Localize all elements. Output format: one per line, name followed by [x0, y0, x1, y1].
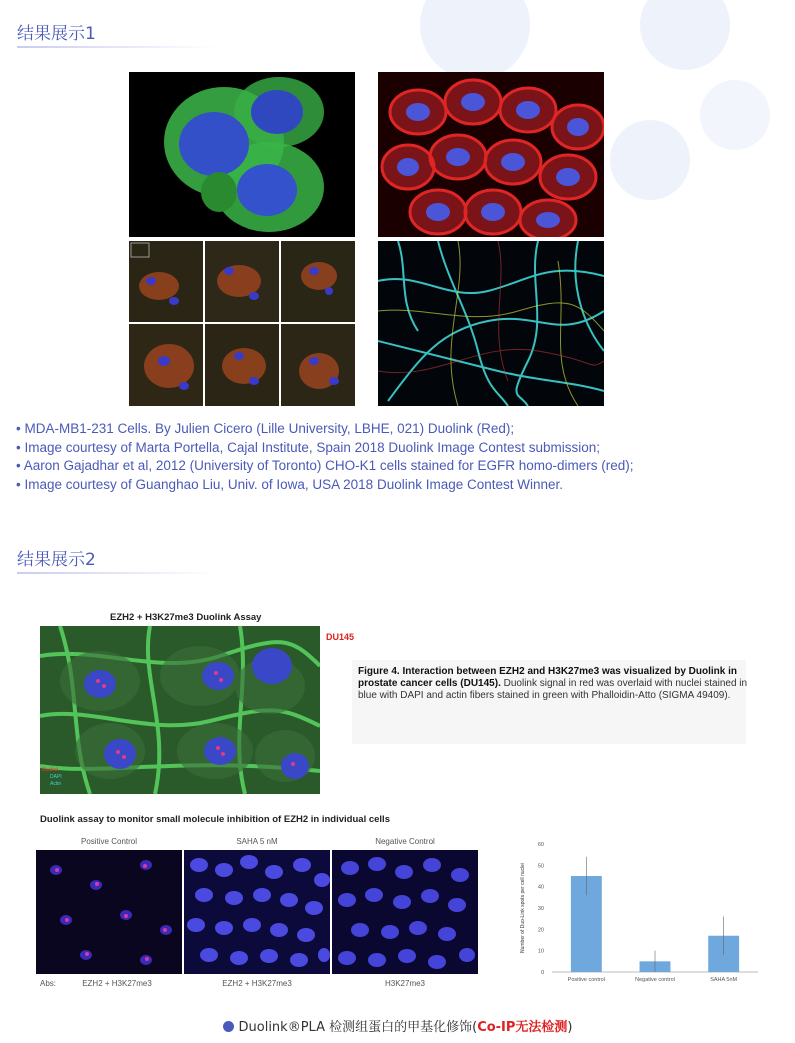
- image-positive-control: [36, 850, 182, 974]
- legend-dapi: DAPI: [50, 774, 62, 780]
- figure-caption-rest: Duolink signal in red was overlaid with nuclei stained in blue with DAPI and actin fibers stained in green with Phalloidin-Atto (SIGMA 49409).: [358, 678, 748, 701]
- figure-top-title: EZH2 + H3K27me3 Duolink Assay: [110, 612, 262, 623]
- du145-label: DU145: [326, 632, 355, 642]
- y-axis-label: Number of Duo-Link spots per cell nuclei: [520, 862, 526, 954]
- figure-caption-bold: Figure 4. Interaction between EZH2 and H3K27me3 was visualized by Duolink in prostate cancer cells (DU145).: [358, 666, 737, 689]
- section2-underline: [17, 572, 217, 574]
- bullet-dot-icon: [223, 1021, 234, 1032]
- antibody-label-positive: EZH2 + H3K27me3: [82, 979, 152, 988]
- image-negative-control: [332, 850, 478, 974]
- panel-label-negative: Negative Control: [375, 837, 435, 846]
- bg-decor-circle-4: [700, 80, 770, 150]
- figure-bottom-title: Duolink assay to monitor small molecule inhibition of EZH2 in individual cells: [40, 814, 390, 825]
- antibody-label-saha: EZH2 + H3K27me3: [222, 979, 292, 988]
- bg-decor-circle-1: [420, 0, 530, 80]
- panel-label-saha: SAHA 5 nM: [236, 837, 278, 846]
- y-tick-label: 20: [537, 927, 544, 934]
- y-tick-label: 60: [537, 842, 544, 848]
- abs-prefix: Abs:: [40, 979, 57, 988]
- footer-text: Duolink®PLA 检测组蛋白的甲基化修饰(: [238, 1020, 478, 1035]
- legend-duolink: Duolink: [42, 767, 59, 773]
- section1-underline: [17, 46, 217, 48]
- image-saha-5nm: [184, 850, 330, 974]
- section1-caption-list: [16, 420, 633, 494]
- bg-decor-circle-2: [640, 0, 730, 70]
- section1-title: 结果展示1: [17, 24, 96, 44]
- y-tick-label: 40: [537, 884, 544, 891]
- y-tick-label: 0: [540, 970, 544, 976]
- section2-title: 结果展示2: [17, 550, 96, 570]
- y-tick-label: 30: [537, 906, 544, 912]
- image-portella-cells: [378, 72, 604, 237]
- image-mda-mb231-cells: [129, 72, 355, 237]
- caption-item: • MDA-MB1-231 Cells. By Julien Cicero (Lille University, LBHE, 021) Duolink (Red);: [16, 420, 633, 439]
- caption-item: • Aaron Gajadhar et al, 2012 (University of Toronto) CHO-K1 cells stained for EGFR homo-dimers (red);: [16, 457, 633, 476]
- bar-chart: [508, 832, 768, 992]
- image-neuron-network: [378, 241, 604, 406]
- bg-decor-circle-3: [610, 120, 690, 200]
- footer-highlight: Co-IP无法检测: [477, 1020, 568, 1035]
- x-tick-label: Positive control: [567, 977, 605, 983]
- image-du145-duolink: [40, 626, 320, 794]
- x-tick-label: SAHA 5nM: [710, 977, 738, 983]
- caption-item: • Image courtesy of Marta Portella, Cajal Institute, Spain 2018 Duolink Image Contest submission;: [16, 439, 633, 458]
- footer-caption: [0, 1016, 795, 1035]
- y-tick-label: 10: [537, 948, 544, 955]
- figure-top-caption: [358, 666, 748, 702]
- footer-text-end: ): [567, 1020, 573, 1035]
- y-tick-label: 50: [537, 863, 544, 870]
- caption-item: • Image courtesy of Guanghao Liu, Univ. of Iowa, USA 2018 Duolink Image Contest Winner.: [16, 476, 633, 495]
- antibody-label-negative: H3K27me3: [384, 979, 426, 988]
- panel-label-positive: Positive Control: [80, 837, 138, 846]
- image-cho-k1-grid: [129, 241, 355, 406]
- x-tick-label: Negative control: [635, 977, 675, 983]
- legend-actin: Actin: [50, 781, 62, 787]
